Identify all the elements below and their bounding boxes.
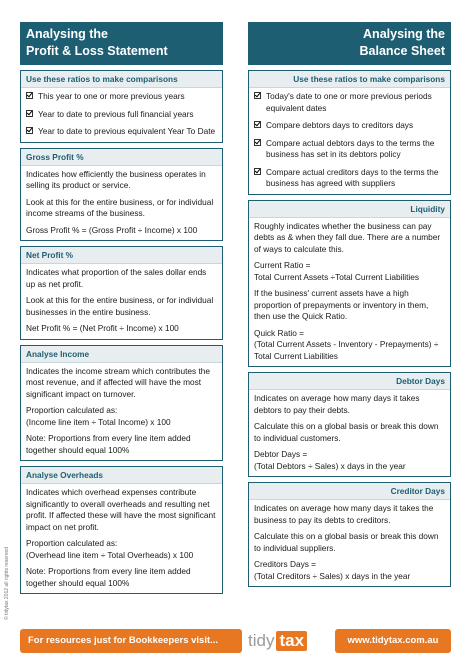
checkbox-icon (254, 139, 261, 146)
logo-word-tidy: tidy (248, 631, 275, 650)
analyse-overheads-note: Note: Proportions from every line item added together should equal 100% (26, 566, 191, 588)
list-item: Year to date to previous full financial years (26, 109, 217, 121)
debtor-days-text: Indicates on average how many days it takes debtors to pay their debts. (254, 393, 420, 415)
current-ratio-formula: Current Ratio = Total Current Assets ÷Total Current Liabilities (254, 260, 420, 282)
left-compare-box (20, 70, 223, 143)
quick-ratio-formula: Quick Ratio = (Total Current Assets - Inventory - Prepayments) ÷ Total Current Liabilities (254, 327, 439, 361)
checkbox-icon (254, 92, 261, 99)
gross-profit-box (20, 148, 223, 242)
checkbox-icon (254, 121, 261, 128)
analyse-overheads-text: Indicates which overhead expenses contribute significantly to overall overheads and resulting net profit. If affected these will have the most significant impact on net profit. (26, 487, 216, 532)
gross-profit-heading: Gross Profit % (21, 149, 222, 166)
checkbox-icon (254, 168, 261, 175)
liquidity-box (248, 200, 451, 368)
creditor-days-heading: Creditor Days (249, 483, 450, 500)
gross-profit-formula: Gross Profit % = (Gross Profit ÷ Income) x 100 (26, 224, 198, 235)
creditor-days-text: Calculate this on a global basis or break this down to individual suppliers. (254, 531, 439, 553)
logo-word-tax: tax (276, 631, 307, 651)
list-item: Year to date to previous equivalent Year To Date (26, 126, 217, 138)
right-column (248, 22, 451, 587)
debtor-days-text: Calculate this on a global basis or break this down to individual customers. (254, 421, 439, 443)
analyse-overheads-heading: Analyse Overheads (21, 467, 222, 484)
list-item: Compare actual creditors days to the terms the business has agreed with suppliers (254, 167, 445, 190)
list-item: Compare debtors days to creditors days (254, 120, 445, 132)
liquidity-text: If the business' current assets have a high proportion of prepayments or inventory in them, then use the Quick Ratio. (254, 288, 429, 321)
liquidity-heading: Liquidity (249, 201, 450, 218)
copyright-notice: © tidytax 2012 all rights reserved (4, 547, 10, 620)
list-item: Today's date to one or more previous periods equivalent dates (254, 91, 445, 114)
right-compare-box (248, 70, 451, 195)
creditor-days-formula: Creditors Days = (Total Creditors ÷ Sales) x days in the year (254, 559, 411, 581)
left-title-line2: Profit & Loss Statement (26, 44, 168, 58)
checkbox-icon (26, 92, 33, 99)
net-profit-text: Look at this for the entire business, or for individual businesses in the entire business. (26, 295, 214, 317)
footer (20, 629, 451, 653)
net-profit-text: Indicates what proportion of the sales dollar ends up as net profit. (26, 267, 207, 289)
creditor-days-text: Indicates on average how many days it takes the business to pay its debts to creditors. (254, 503, 434, 525)
right-title-line1: Analysing the (363, 27, 445, 41)
debtor-days-formula: Debtor Days = (Total Debtors ÷ Sales) x days in the year (254, 449, 406, 471)
gross-profit-text: Indicates how efficiently the business operates in selling its product or service. (26, 168, 206, 190)
analyse-overheads-box (20, 466, 223, 594)
debtor-days-box (248, 372, 451, 477)
list-item: Compare actual debtors days to the terms the business has set in its debtors policy (254, 138, 445, 161)
gross-profit-text: Look at this for the entire business, or for individual income streams of the business. (26, 196, 214, 218)
list-item: This year to one or more previous years (26, 91, 217, 103)
net-profit-heading: Net Profit % (21, 247, 222, 264)
left-compare-heading: Use these ratios to make comparisons (21, 71, 222, 88)
left-title-line1: Analysing the (26, 27, 108, 41)
checkbox-icon (26, 127, 33, 134)
creditor-days-box (248, 482, 451, 587)
debtor-days-heading: Debtor Days (249, 373, 450, 390)
analyse-income-box (20, 345, 223, 462)
left-column (20, 22, 223, 594)
tidytax-logo[interactable] (248, 630, 307, 652)
left-header (20, 22, 223, 65)
right-title-line2: Balance Sheet (359, 44, 445, 58)
analyse-income-formula: Proportion calculated as: (Income line item ÷ Total Income) x 100 (26, 405, 171, 427)
right-header (248, 22, 451, 65)
analyse-income-text: Indicates the income stream which contributes the most revenue, and if affected will have the most significant impact on turnover. (26, 365, 211, 399)
right-compare-heading: Use these ratios to make comparisons (249, 71, 450, 88)
website-link[interactable]: www.tidytax.com.au (335, 629, 451, 653)
checkbox-icon (26, 110, 33, 117)
footer-resources-text: For resources just for Bookkeepers visit... (20, 629, 242, 653)
analyse-income-note: Note: Proportions from every line item added together should equal 100% (26, 433, 191, 455)
net-profit-box (20, 246, 223, 340)
analyse-overheads-formula: Proportion calculated as: (Overhead line item ÷ Total Overheads) x 100 (26, 538, 194, 560)
analyse-income-heading: Analyse Income (21, 346, 222, 363)
liquidity-text: Roughly indicates whether the business can pay debts as & when they fall due. There are a number of ways to calculate this. (254, 220, 441, 254)
net-profit-formula: Net Profit % = (Net Profit ÷ Income) x 100 (26, 323, 179, 333)
